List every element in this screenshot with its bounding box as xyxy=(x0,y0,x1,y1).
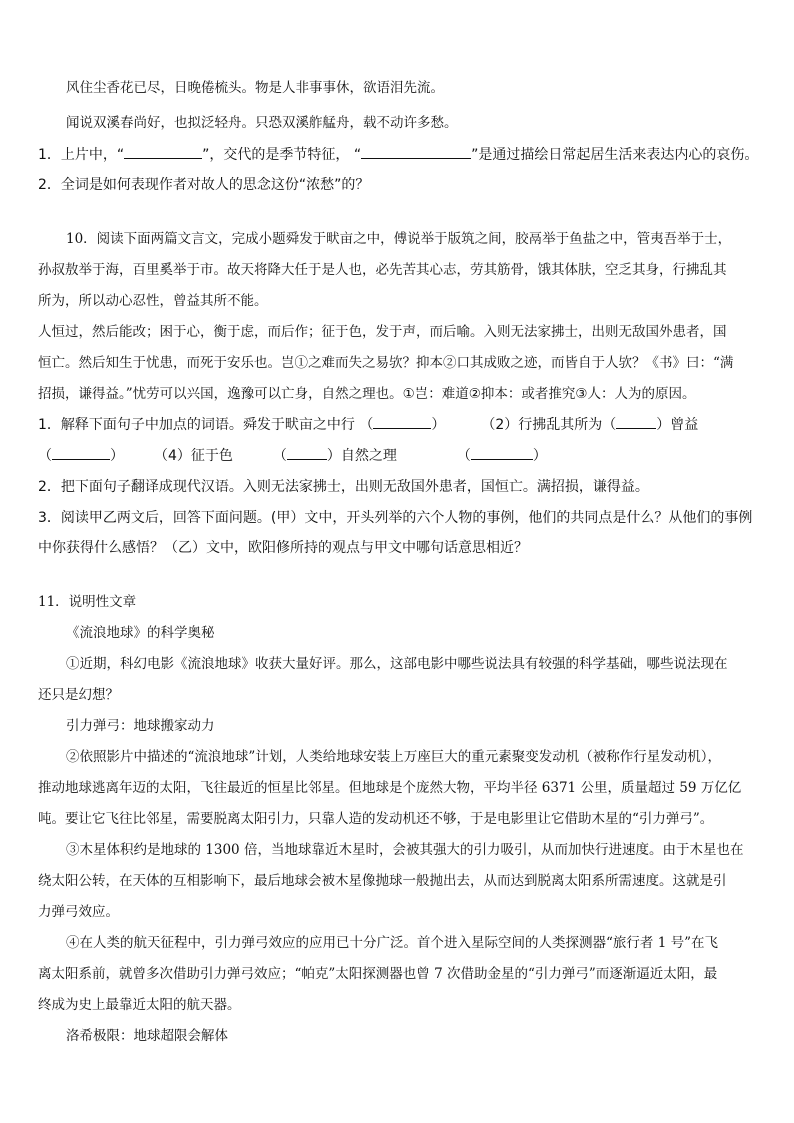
q10-sub-1-c: （2）行拂乱其所为（ xyxy=(481,417,617,433)
q10-sub-1-b: ） xyxy=(431,417,446,433)
p3-line-3: 力弹弓效应。 xyxy=(38,904,119,920)
p4-line-3: 终成为史上最靠近太阳的航天器。 xyxy=(38,997,241,1013)
q9-item-1-suffix: ”是通过描绘日常起居生活来表达内心的哀伤。 xyxy=(471,147,759,163)
answer-blank[interactable] xyxy=(52,445,110,460)
q11-heading: 11．说明性文章 xyxy=(38,594,137,610)
poem-line-2: 闻说双溪春尚好，也拟泛轻舟。只恐双溪舴艋舟，载不动许多愁。 xyxy=(66,115,458,131)
subhead-2: 洛希极限：地球超限会解体 xyxy=(66,1028,228,1044)
q10-sub-1-cont xyxy=(38,445,547,466)
q10-sub-1-e: （ xyxy=(38,448,52,464)
q10-sub-1-d: ）曾益 xyxy=(656,417,699,433)
answer-blank[interactable] xyxy=(616,414,656,429)
p3-line-1: ③木星体积约是地球的 1300 倍，当地球靠近木星时，会被其强大的引力吸引，从而加快行进速度。由于木星也在 xyxy=(66,842,744,858)
q10-text-line-6 xyxy=(38,384,695,404)
q9-item-2: 2．全词是如何表现作者对故人的思念这份“浓愁”的？ xyxy=(38,177,370,193)
q10-sub-1-h: （ xyxy=(272,448,287,464)
p2-line-2: 推动地球逃离年迈的太阳，飞往最近的恒星比邻星。但地球是个庞然大物，平均半径 6371 公里，质量超过 59 万亿亿 xyxy=(38,780,742,796)
p2-line-3: 吨。要让它飞往比邻星，需要脱离太阳引力，只靠人造的发动机还不够，于是电影里让它借助木星的“引力弹弓”。 xyxy=(38,811,714,827)
q9-item-1 xyxy=(38,144,758,165)
q10-text-line-3: 所为，所以动心忍性，曾益其所不能。 xyxy=(38,293,268,309)
q10-sub-2: 2．把下面句子翻译成现代汉语。入则无法家拂士，出则无敌国外患者，国恒亡。满招损，谦得益。 xyxy=(38,479,649,495)
p4-line-1: ④在人类的航天征程中，引力弹弓效应的应用已十分广泛。首个进入星际空间的人类探测器“旅行者 1 号”在飞 xyxy=(66,935,718,951)
q10-notes: ①岂：难道②抑本：或者推究③人：人为的原因。 xyxy=(402,386,696,402)
q10-text-line-2: 孙叔敖举于海，百里奚举于市。故天将降大任于是人也，必先苦其心志，劳其筋骨，饿其体肤，空乏其身，行拂乱其 xyxy=(38,262,727,278)
answer-blank[interactable] xyxy=(124,144,202,159)
q10-sub-1-f: ） xyxy=(110,448,124,464)
q10-sub-3-line-2: 中你获得什么感悟？（乙）文中，欧阳修所持的观点与甲文中哪句话意思相近？ xyxy=(38,540,528,556)
subhead-1: 引力弹弓：地球搬家动力 xyxy=(66,718,215,734)
q10-text-line-4: 人恒过，然后能改；困于心，衡于虑，而后作；征于色，发于声，而后喻。入则无法家拂士，出则无敌国外患者，国 xyxy=(38,324,727,340)
q9-item-1-prefix: 1．上片中，“ xyxy=(38,147,125,163)
p1-line-1: ①近期，科幻电影《流浪地球》收获大量好评。那么，这部电影中哪些说法具有较强的科学基础，哪些说法现在 xyxy=(66,656,728,672)
answer-blank[interactable] xyxy=(361,144,471,159)
q10-sub-1-i: ）自然之理 xyxy=(326,448,397,464)
article-title: 《流浪地球》的科学奥秘 xyxy=(66,625,215,641)
answer-blank[interactable] xyxy=(287,445,327,460)
q10-sub-3-line-1: 3．阅读甲乙两文后，回答下面问题。(甲）文中，开头列举的六个人物的事例，他们的共同点是什么？从他们的事例 xyxy=(38,510,753,526)
q10-text-line-5: 恒亡。然后知生于忧患，而死于安乐也。岂①之难而失之易欤？抑本②口其成败之迹，而皆自于人欤？《书》曰：“满 xyxy=(38,355,734,371)
q9-item-1-mid: ”，交代的是季节特征， “ xyxy=(202,147,362,163)
answer-blank[interactable] xyxy=(373,414,431,429)
answer-blank[interactable] xyxy=(471,445,533,460)
q10-intro: 10．阅读下面两篇文言文，完成小题舜发于畎亩之中，傅说举于版筑之间，胶鬲举于鱼盐之中，管夷吾举于士， xyxy=(66,231,732,247)
q10-sub-1-a: 1．解释下面句子中加点的词语。舜发于畎亩之中行 （ xyxy=(38,417,374,433)
p4-line-2: 离太阳系前，就曾多次借助引力弹弓效应；“帕克”太阳探测器也曾 7 次借助金星的“引力弹弓”而逐渐逼近太阳，最 xyxy=(38,966,718,982)
q10-text-line-6a: 招损，谦得益。”忧劳可以兴国，逸豫可以亡身，自然之理也。 xyxy=(38,386,403,402)
q10-sub-1-k: ） xyxy=(532,448,547,464)
q10-sub-1-g: （4）征于色 xyxy=(154,448,233,464)
q10-sub-1 xyxy=(38,414,698,435)
p2-line-1: ②依照影片中描述的“流浪地球”计划，人类给地球安装上万座巨大的重元素聚变发动机（被称作行星发动机）， xyxy=(66,749,722,765)
poem-line-1: 风住尘香花已尽，日晚倦梳头。物是人非事事休，欲语泪先流。 xyxy=(66,80,444,96)
p1-line-2: 还只是幻想？ xyxy=(38,687,119,703)
q10-sub-1-j: （ xyxy=(456,448,471,464)
p3-line-2: 绕太阳公转，在天体的互相影响下，最后地球会被木星像抛球一般抛出去，从而达到脱离太阳系所需速度。这就是引 xyxy=(38,873,727,889)
